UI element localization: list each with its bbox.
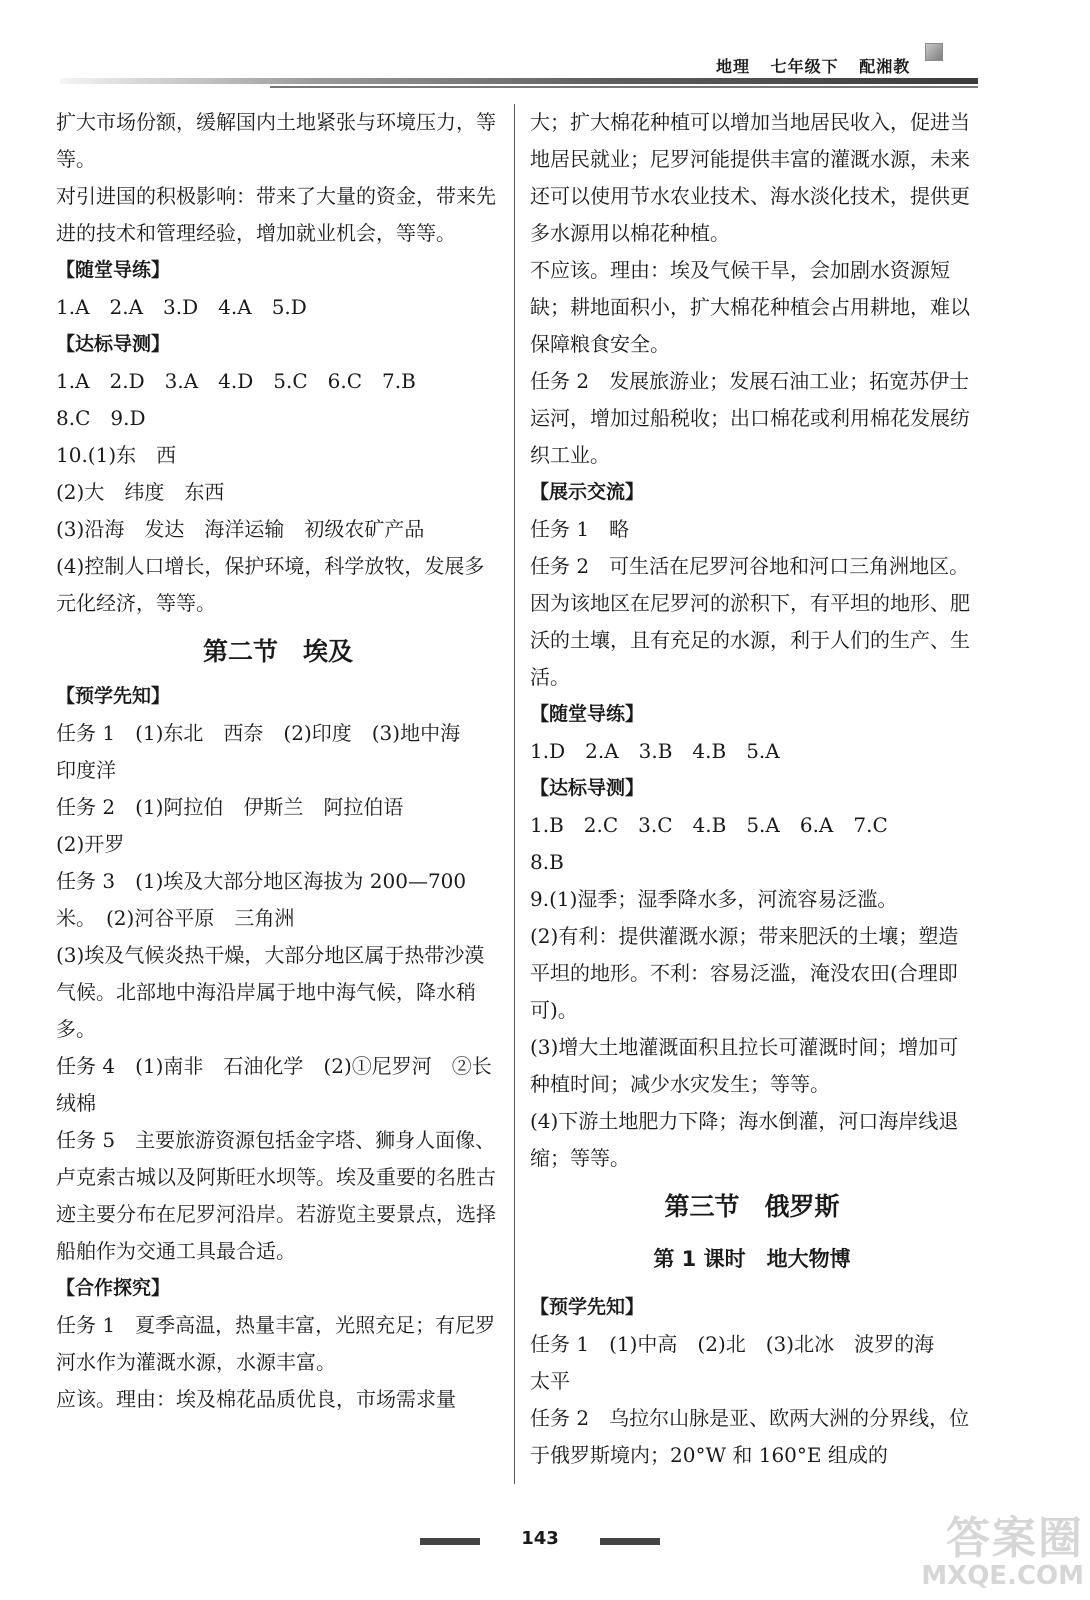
answer-text: 任务 2 可生活在尼罗河谷地和河口三角洲地区。因为该地区在尼罗河的淤积下，有平坦的地形、肥沃的土壤，且有充足的水源，利于人们的生产、生活。 [530,554,970,689]
section-label: 【展示交流】 [530,481,645,503]
answer-text: 任务 1 略 [530,517,630,541]
column-divider [514,104,515,1484]
answer-text: 任务 1 夏季高温，热量丰富，光照充足；有尼罗河水作为灌溉水源，水源丰富。 [56,1313,496,1374]
section-label: 【达标导测】 [56,333,171,355]
footer-decoration-left [420,1538,480,1545]
answer-text: (2)大 纬度 东西 [56,480,225,504]
section-heading: 第二节 埃及 [202,637,353,666]
answer-text: 8.B [530,850,564,874]
answer-text: 任务 3 (1)埃及大部分地区海拔为 200—700 米。 (2)河谷平原 三角洲 [56,869,467,930]
answer-text: 任务 2 发展旅游业；发展石油工业；拓宽苏伊士运河，增加过船税收；出口棉花或利用棉花发展纺织工业。 [530,369,970,467]
header-edition: 配湘教 [859,57,911,76]
header-grade: 七年级下 [770,57,839,76]
left-column [56,104,500,1418]
answer-text: 任务 5 主要旅游资源包括金字塔、狮身人面像、卢克索古城以及阿斯旺水坝等。埃及重要的名胜古迹主要分布在尼罗河沿岸。若游览主要景点，选择船舶作为交通工具最合适。 [56,1128,496,1263]
section-label: 【达标导测】 [530,777,645,799]
answer-text: 任务 4 (1)南非 石油化学 (2)①尼罗河 ②长绒棉 [56,1054,492,1115]
lesson-heading: 第 1 课时 地大物博 [653,1247,851,1271]
answer-text: 任务 1 (1)中高 (2)北 (3)北冰 波罗的海 太平 [530,1332,955,1393]
answer-text: 大；扩大棉花种植可以增加当地居民收入，促进当地居民就业；尼罗河能提供丰富的灌溉水源，未来还可以使用节水农业技术、海水淡化技术，提供更多水源用以棉花种植。 [530,110,970,245]
answer-text: (3)沿海 发达 海洋运输 初级农矿产品 [56,517,425,541]
answer-text: 1.A 2.A 3.D 4.A 5.D [56,295,307,319]
page-number: 143 [521,1528,559,1549]
header-rule [60,78,978,84]
section-label: 【随堂导练】 [530,703,645,725]
answer-text: 10.(1)东 西 [56,443,177,467]
header-subject: 地理 [716,57,751,76]
answer-text: (4)控制人口增长，保护环境，科学放牧，发展多元化经济，等等。 [56,554,485,615]
header-rule-thin [270,86,978,88]
section-label: 【预学先知】 [56,685,171,707]
watermark-text: 答案圈 [946,1513,1084,1564]
answer-text: 任务 2 (1)阿拉伯 伊斯兰 阿拉伯语 [56,795,404,819]
section-label: 【合作探究】 [56,1277,171,1299]
watermark-url: MXQE.COM [921,1561,1084,1591]
answer-text: (4)下游土地肥力下降；海水倒灌，河口海岸线退缩；等等。 [530,1109,959,1170]
answer-text: 应该。理由：埃及棉花品质优良，市场需求量 [56,1387,456,1411]
answer-text: 1.B 2.C 3.C 4.B 5.A 6.A 7.C [530,813,888,837]
watermark-logo [921,1513,1084,1591]
section-label: 【预学先知】 [530,1296,645,1318]
answer-text: 对引进国的积极影响：带来了大量的资金，带来先进的技术和管理经验，增加就业机会，等等。 [56,184,496,245]
answer-text: 8.C 9.D [56,406,146,430]
right-column [530,104,974,1474]
answer-text: 1.A 2.D 3.A 4.D 5.C 6.C 7.B [56,369,416,393]
answer-text: (3)埃及气候炎热干燥，大部分地区属于热带沙漠气候。北部地中海沿岸属于地中海气候，降水稍多。 [56,943,485,1041]
running-header [716,54,924,77]
answer-text: 扩大市场份额，缓解国内土地紧张与环境压力，等等。 [56,110,496,171]
answer-text: 任务 1 (1)东北 西奈 (2)印度 (3)地中海 印度洋 [56,721,481,782]
header-logo-square [925,43,943,61]
section-label: 【随堂导练】 [56,259,171,281]
page-footer [420,1528,660,1554]
answer-text: (2)有利：提供灌溉水源；带来肥沃的土壤；塑造平坦的地形。不利：容易泛滥，淹没农田(合理即可)。 [530,924,959,1022]
answer-text: (3)增大土地灌溉面积且拉长可灌溉时间；增加可种植时间；减少水灾发生；等等。 [530,1035,959,1096]
answer-text: 不应该。理由：埃及气候干旱，会加剧水资源短缺；耕地面积小，扩大棉花种植会占用耕地，难以保障粮食安全。 [530,258,970,356]
footer-decoration-right [600,1538,660,1545]
answer-text: 1.D 2.A 3.B 4.B 5.A [530,739,780,763]
answer-text: (2)开罗 [56,832,125,856]
answer-text: 9.(1)湿季；湿季降水多，河流容易泛滥。 [530,887,898,911]
answer-text: 任务 2 乌拉尔山脉是亚、欧两大洲的分界线，位于俄罗斯境内；20°W 和 160°E 组成的 [530,1406,970,1467]
section-heading: 第三节 俄罗斯 [664,1192,840,1221]
